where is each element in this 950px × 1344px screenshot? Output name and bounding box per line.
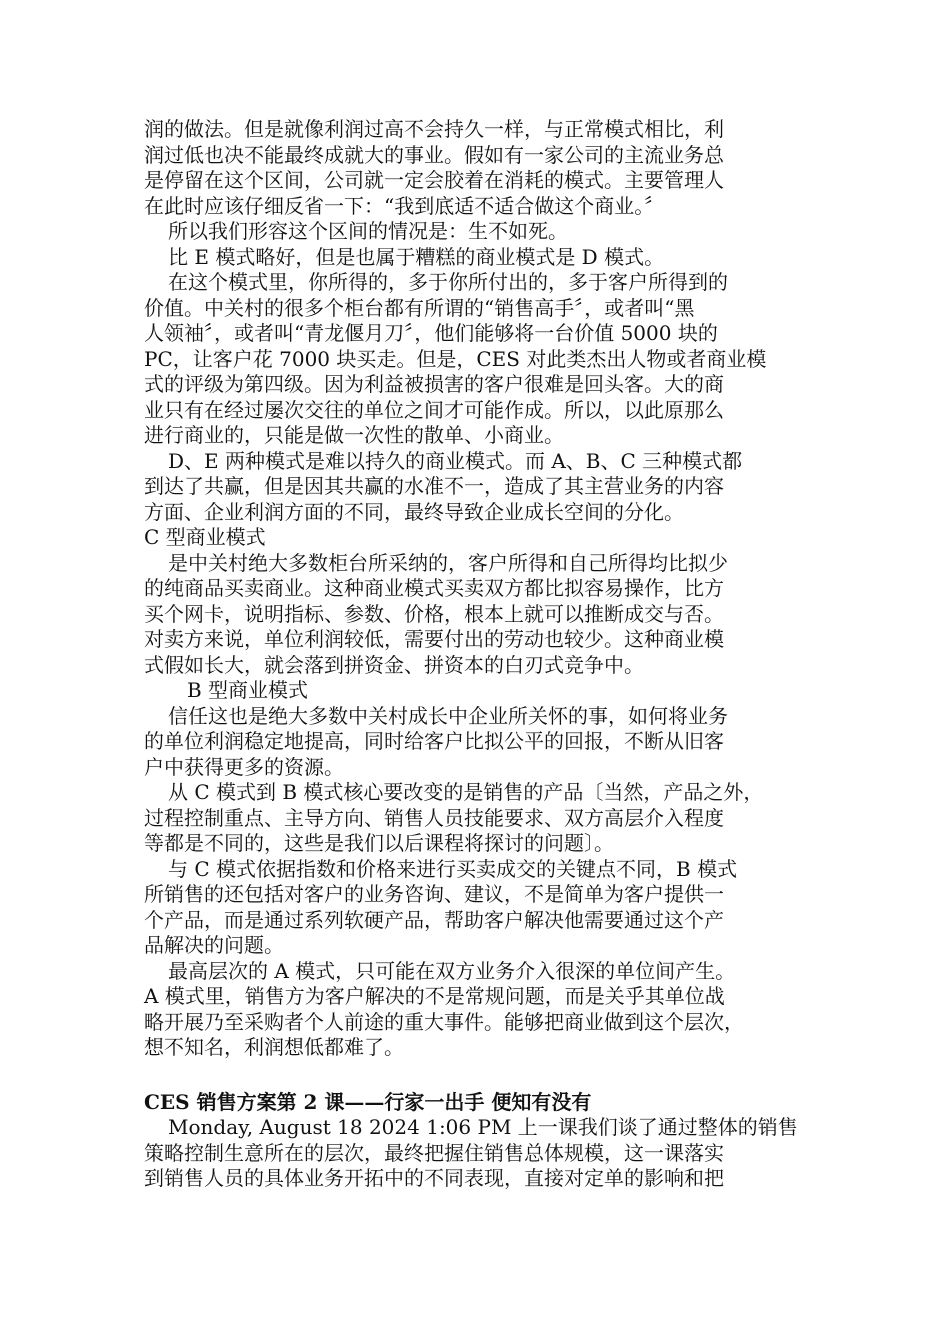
paragraph-line: 在这个模式里，你所得的，多于你所付出的，多于客户所得到的	[168, 270, 728, 294]
paragraph-line: 进行商业的，只能是做一次性的散单、小商业。	[144, 423, 564, 447]
paragraph-line: 策略控制生意所在的层次，最终把握住销售总体规模，这一课落实	[144, 1140, 724, 1165]
paragraph-line: A 模式里，销售方为客户解决的不是常规问题，而是关乎其单位战	[144, 984, 725, 1008]
paragraph-line: 过程控制重点、主导方向、销售人员技能要求、双方高层介入程度	[144, 805, 724, 830]
paragraph-line: 润过低也决不能最终成就大的事业。假如有一家公司的主流业务总	[144, 142, 724, 167]
paragraph-line: 想不知名，利润想低都难了。	[144, 1035, 404, 1059]
paragraph-line: 价值。中关村的很多个柜台都有所谓的“销售高手〞，或者叫“黑	[144, 295, 695, 320]
paragraph-line: D、E 两种模式是难以持久的商业模式。而 A、B、C 三种模式都	[168, 448, 743, 473]
paragraph-line: 比 E 模式略好，但是也属于糟糕的商业模式是 D 模式。	[168, 244, 665, 269]
paragraph-line: 是停留在这个区间，公司就一定会胶着在消耗的模式。主要管理人	[144, 168, 724, 192]
paragraph-line: 信任这也是绝大多数中关村成长中企业所关怀的事，如何将业务	[168, 703, 728, 728]
paragraph-line: 人领袖〞，或者叫“青龙偃月刀〞，他们能够将一台价值 5000 块的	[144, 321, 718, 345]
paragraph-line: 所以我们形容这个区间的情况是：生不如死。	[168, 219, 568, 243]
paragraph-line: 方面、企业利润方面的不同，最终导致企业成长空间的分化。	[144, 499, 684, 524]
section-label: B 型商业模式	[187, 678, 309, 702]
paragraph-line: 最高层次的 A 模式，只可能在双方业务介入很深的单位间产生。	[168, 958, 736, 983]
paragraph-line: 买个网卡，说明指标、参数、价格，根本上就可以推断成交与否。	[144, 601, 724, 626]
paragraph-line: PC，让客户花 7000 块买走。但是，CES 对此类杰出人物或者商业模	[144, 346, 767, 371]
paragraph-line: 是中关村绝大多数柜台所采纳的，客户所得和自己所得均比拟少	[168, 550, 728, 575]
paragraph-line: 到达了共赢，但是因其共赢的水准不一，造成了其主营业务的内容	[144, 474, 724, 498]
paragraph-line: 所销售的还包括对客户的业务咨询、建议，不是简单为客户提供一	[144, 882, 724, 906]
paragraph-line: 的纯商品买卖商业。这种商业模式买卖双方都比拟容易操作，比方	[144, 576, 724, 600]
paragraph-line: 等都是不同的，这些是我们以后课程将探讨的问题〕。	[144, 831, 614, 855]
paragraph-line: 的单位利润稳定地提高，同时给客户比拟公平的回报，不断从旧客	[144, 729, 724, 753]
paragraph-line: Monday, August 18 2024 1:06 PM 上一课我们谈了通过整体的销售	[168, 1115, 798, 1139]
section-label: C 型商业模式	[144, 525, 266, 549]
paragraph-line: 业只有在经过屡次交往的单位之间才可能作成。所以，以此原那么	[144, 397, 724, 422]
paragraph-line: 在此时应该仔细反省一下：“我到底适不适合做这个商业。〞	[144, 193, 665, 218]
paragraph-line: 式的评级为第四级。因为利益被损害的客户很难是回头客。大的商	[144, 372, 724, 396]
paragraph-line: 润的做法。但是就像利润过高不会持久一样，与正常模式相比，利	[144, 117, 724, 141]
paragraph-line: 个产品，而是通过系列软硬产品，帮助客户解决他需要通过这个产	[144, 907, 724, 932]
paragraph-line: 到销售人员的具体业务开拓中的不同表现，直接对定单的影响和把	[144, 1166, 724, 1190]
paragraph-line: 对卖方来说，单位利润较低，需要付出的劳动也较少。这种商业模	[144, 627, 724, 651]
lesson-heading: CES 销售方案第 2 课——行家一出手 便知有没有	[144, 1089, 592, 1114]
paragraph-line: 从 C 模式到 B 模式核心要改变的是销售的产品〔当然，产品之外，	[168, 780, 764, 804]
paragraph-line: 式假如长大，就会落到拼资金、拼资本的白刃式竞争中。	[144, 652, 644, 677]
paragraph-line: 品解决的问题。	[144, 933, 284, 957]
paragraph-line: 与 C 模式依据指数和价格来进行买卖成交的关键点不同，B 模式	[168, 856, 738, 881]
document-body	[144, 117, 824, 1192]
paragraph-line: 户中获得更多的资源。	[144, 754, 344, 779]
paragraph-line: 略开展乃至采购者个人前途的重大事件。能够把商业做到这个层次，	[144, 1009, 744, 1034]
